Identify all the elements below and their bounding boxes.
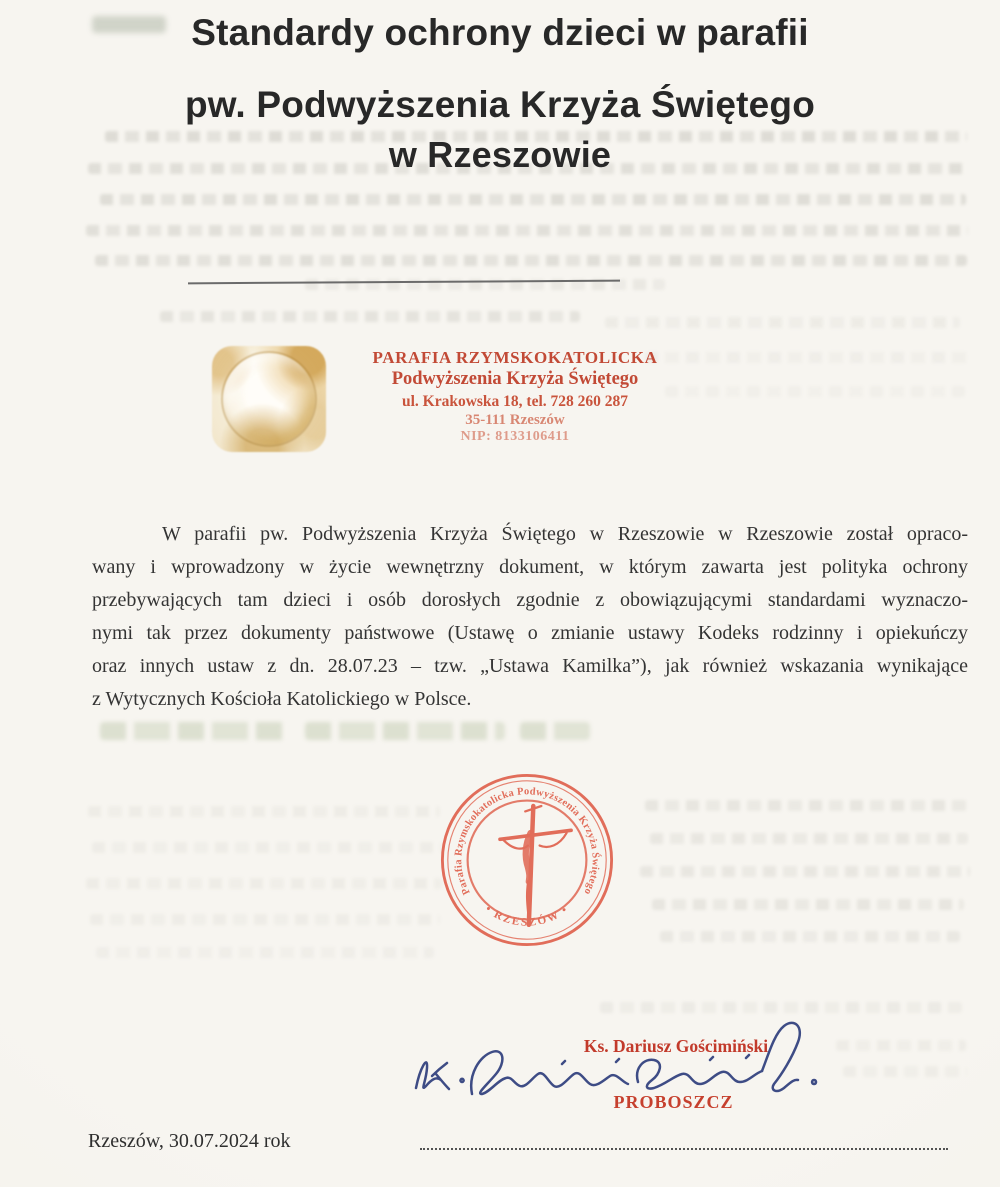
paragraph-line: oraz innych ustaw z dn. 28.07.23 – tzw. „Ustawa Kamilka”), jak również wskazania wynikające [92,655,968,677]
bleedthrough-heading [100,722,290,740]
bleedthrough-line [843,1066,967,1077]
dotted-signature-line [420,1132,948,1150]
bleedthrough-line [95,255,967,266]
letterhead-parish-type: PARAFIA RZYMSKOKATOLICKA [372,348,658,367]
stamp-city-text: • RZESZÓW • [482,903,572,929]
paragraph-line: wany i wprowadzony w życie wewnętrzny dokument, w którym zawarta jest polityka ochrony [92,556,968,578]
body-paragraph [92,518,968,716]
parish-letterhead-stamp [330,348,700,445]
paragraph-line: nymi tak przez dokumenty państwowe (Ustawę o zmianie ustawy Kodeks rodzinny i opiekuńczy [92,622,968,644]
paragraph-line: W parafii pw. Podwyższenia Krzyża Świętego w Rzeszowie w Rzeszowie został opraco- [162,523,968,545]
document-title-line1: Standardy ochrony dzieci w parafii [191,12,809,53]
bleedthrough-line [90,914,440,925]
bleedthrough-line [86,878,442,889]
signature-ink [416,1023,816,1094]
document-title-line2: pw. Podwyższenia Krzyża Świętego [184,84,816,125]
bleedthrough-line [100,194,966,205]
gold-embossed-seal [212,346,326,452]
bleedthrough-heading [305,722,505,740]
letterhead-address-phone: ul. Krakowska 18, tel. 728 260 287 [401,393,629,410]
paragraph-line: z Wytycznych Kościoła Katolickiego w Polsce. [92,688,472,710]
bleedthrough-line [600,1002,962,1013]
bleedthrough-heading [520,722,590,740]
bleedthrough-line [665,386,965,397]
signatory-role: PROBOSZCZ [613,1092,734,1112]
bleedthrough-line [86,225,968,236]
place-and-date: Rzeszów, 30.07.2024 rok [88,1130,291,1152]
stamp-ring-text: Parafia Rzymskokatolicka Podwyższenia Krzyża Świętego [453,786,601,897]
bleedthrough-line [660,931,960,942]
paragraph-line: przebywających tam dzieci i osób dorosłych zgodnie z obowiązującymi standardami wyznaczo- [92,589,968,611]
bleedthrough-line [160,311,580,322]
bleedthrough-line [645,800,967,811]
letterhead-postal-city: 35-111 Rzeszów [465,412,565,428]
bleedthrough-line [92,842,442,853]
bleedthrough-line [652,899,964,910]
letterhead-nip: NIP: 8133106411 [460,429,570,444]
letterhead-parish-name: Podwyższenia Krzyża Świętego [391,369,639,389]
bleedthrough-line [650,833,968,844]
bleedthrough-line [605,317,960,328]
bleedthrough-line [836,1040,966,1051]
bleedthrough-line [640,866,970,877]
document-title-line3: w Rzeszowie [388,134,612,175]
round-parish-stamp [437,770,617,950]
bleedthrough-line [96,947,434,958]
signatory-name: Ks. Dariusz Gościmiński [583,1036,769,1056]
bleedthrough-line [88,806,440,817]
